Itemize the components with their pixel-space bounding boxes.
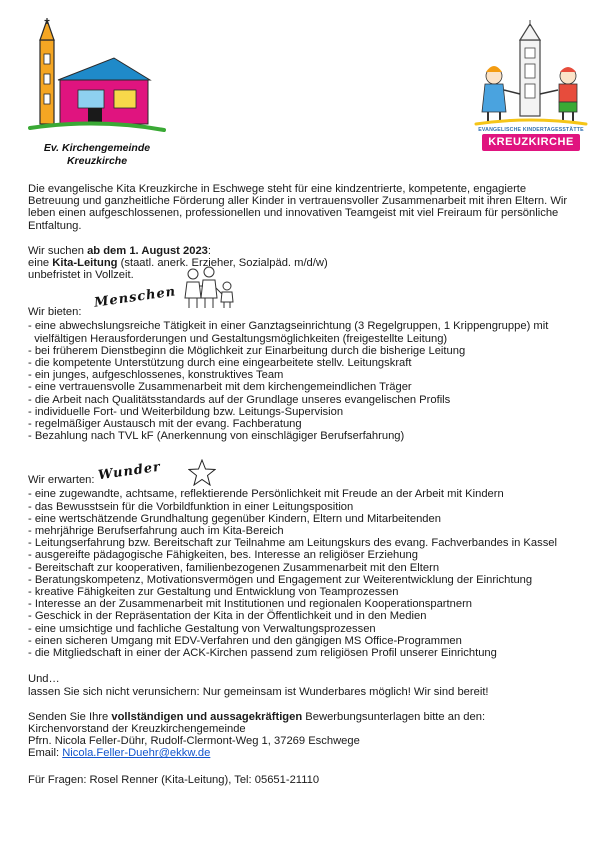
kita-children-icon: [470, 20, 592, 126]
offer-item: - die kompetente Unterstützung durch eine eingearbeitete stellv. Leitungskraft: [28, 357, 412, 370]
church-logo-line2: Kreuzkirche: [66, 155, 128, 167]
application-prefix: Senden Sie Ihre: [28, 710, 112, 723]
offer-item: - individuelle Fort- und Weiterbildung bzw. Leitungs-Supervision: [28, 405, 344, 418]
church-logo-line1: Ev. Kirchengemeinde: [43, 142, 151, 154]
church-icon: [22, 18, 172, 142]
search-prefix: Wir suchen: [28, 244, 88, 257]
expect-item: - eine umsichtige und fachliche Gestaltung von Verwaltungsprozessen: [28, 622, 376, 635]
application-emphasis: vollständigen und aussagekräftigen: [111, 710, 303, 723]
closing-line2: lassen Sie sich nicht verunsichern: Nur gemeinsam ist Wunderbares möglich! Wir sind bereit!: [28, 685, 489, 698]
search-line: [28, 245, 580, 257]
intro-paragraph: Die evangelische Kita Kreuzkirche in Eschwege steht für eine kindzentrierte, kompetente, engagierte Betreuung und ganzheitliche Förderung aller Kinder in vertrauensvoller Zusammenarbeit mit ihren Eltern. Wir leben einen aufgeschlossenen, professionellen und innovativen Teamgeist mit viel Freiraum für persönliche Entfaltung.: [28, 183, 568, 232]
menschen-script: Menschen: [93, 284, 178, 312]
expect-item: - Beratungskompetenz, Motivationsvermögen und Engagement zur Weiterentwicklung der Einrichtung: [28, 573, 533, 586]
closing-line1: Und…: [28, 673, 60, 686]
expect-item: - Leitungserfahrung bzw. Bereitschaft zur Teilnahme am Leitungskurs des evang. Fachverbandes in Kassel: [28, 537, 558, 550]
expect-item: - eine zugewandte, achtsame, reflektierende Persönlichkeit mit Freude an der Arbeit mit Kindern: [28, 488, 504, 501]
kita-logo-tagline: EVANGELISCHE KINDERTAGESSTÄTTE: [478, 127, 584, 133]
expect-item: - Bereitschaft zur kooperativen, familienbezogenen Zusammenarbeit mit den Eltern: [28, 561, 440, 574]
expect-item: - Interesse an der Zusammenarbeit mit Institutionen und regionalen Kooperationspartnern: [28, 598, 473, 611]
expect-heading-row: [28, 460, 580, 488]
offer-list: [28, 320, 580, 442]
position-prefix: eine: [28, 257, 53, 270]
application-line: [28, 711, 580, 723]
application-email-line: [28, 747, 580, 759]
offer-item: vielfältigen Herausforderungen und Gestaltungsmöglichkeiten (freigestellte Leitung): [28, 332, 448, 345]
offer-item: - ein junges, aufgeschlossenes, konstruktives Team: [28, 369, 284, 382]
church-logo: [22, 18, 172, 168]
application-suffix: Bewerbungsunterlagen bitte an den:: [302, 710, 486, 723]
offer-heading-row: [28, 284, 580, 320]
offer-item: - eine abwechslungsreiche Tätigkeit in einer Ganztagseinrichtung (3 Regelgruppen, 1 Krippengruppe) mit: [28, 320, 549, 333]
expect-item: - kreative Fähigkeiten zur Gestaltung und Entwicklung von Teamprozessen: [28, 586, 399, 599]
expect-item: - mehrjährige Berufserfahrung auch im Kita-Bereich: [28, 525, 284, 538]
kita-logo: [470, 20, 592, 150]
start-date-suffix: :: [207, 244, 211, 257]
posting-body: [28, 183, 580, 786]
position-title: Kita-Leitung: [52, 257, 118, 270]
offer-heading: Wir bieten:: [28, 306, 82, 319]
contract-line: unbefristet in Vollzeit.: [28, 269, 134, 282]
position-line: [28, 257, 580, 269]
wunder-script: Wunder: [97, 460, 162, 484]
star-icon: [188, 459, 216, 486]
email-label: Email:: [28, 747, 63, 760]
church-logo-caption: [22, 142, 172, 168]
email-link[interactable]: Nicola.Feller-Duehr@ekkw.de: [62, 747, 211, 760]
expect-item: - die Mitgliedschaft in einer der ACK-Kirchen passend zum religiösen Profil unserer Einrichtung: [28, 647, 497, 660]
expect-item: - Geschick in der Repräsentation der Kita in der Öffentlichkeit und in den Medien: [28, 610, 427, 623]
offer-item: - die Arbeit nach Qualitätsstandards auf der Grundlage unseres evangelischen Profils: [28, 393, 451, 406]
application-contact: Pfrn. Nicola Feller-Dühr, Rudolf-Clermont-Weg 1, 37269 Eschwege: [28, 735, 360, 748]
offer-item: - bei früherem Dienstbeginn die Möglichkeit zur Einarbeitung durch die bisherige Leitung: [28, 344, 466, 357]
kita-logo-brand: KREUZKIRCHE: [482, 134, 580, 151]
start-date: ab dem 1. August 2023: [87, 244, 208, 257]
expect-item: - ausgereifte pädagogische Fähigkeiten, bes. Interesse an religiöser Erziehung: [28, 549, 418, 562]
expect-item: - das Bewusstsein für die Vorbildfunktion in einer Leitungsposition: [28, 500, 354, 513]
position-details: (staatl. anerk. Erzieher, Sozialpäd. m/d/w): [117, 257, 328, 270]
expect-item: - eine wertschätzende Grundhaltung gegenüber Kindern, Eltern und Mitarbeitenden: [28, 512, 441, 525]
expect-list: [28, 488, 580, 659]
application-recipient: Kirchenvorstand der Kreuzkirchengemeinde: [28, 722, 246, 735]
questions-line: Für Fragen: Rosel Renner (Kita-Leitung), Tel: 05651-21110: [28, 773, 320, 786]
offer-item: - eine vertrauensvolle Zusammenarbeit mit dem kirchengemeindlichen Träger: [28, 381, 412, 394]
expect-item: - einen sicheren Umgang mit EDV-Verfahren und den gängigen MS Office-Programmen: [28, 634, 462, 647]
offer-item: - regelmäßiger Austausch mit der evang. Fachberatung: [28, 418, 302, 431]
offer-item: - Bezahlung nach TVL kF (Anerkennung von einschlägiger Berufserfahrung): [28, 430, 405, 443]
people-drawing-icon: [183, 266, 237, 310]
expect-heading: Wir erwarten:: [28, 474, 95, 487]
